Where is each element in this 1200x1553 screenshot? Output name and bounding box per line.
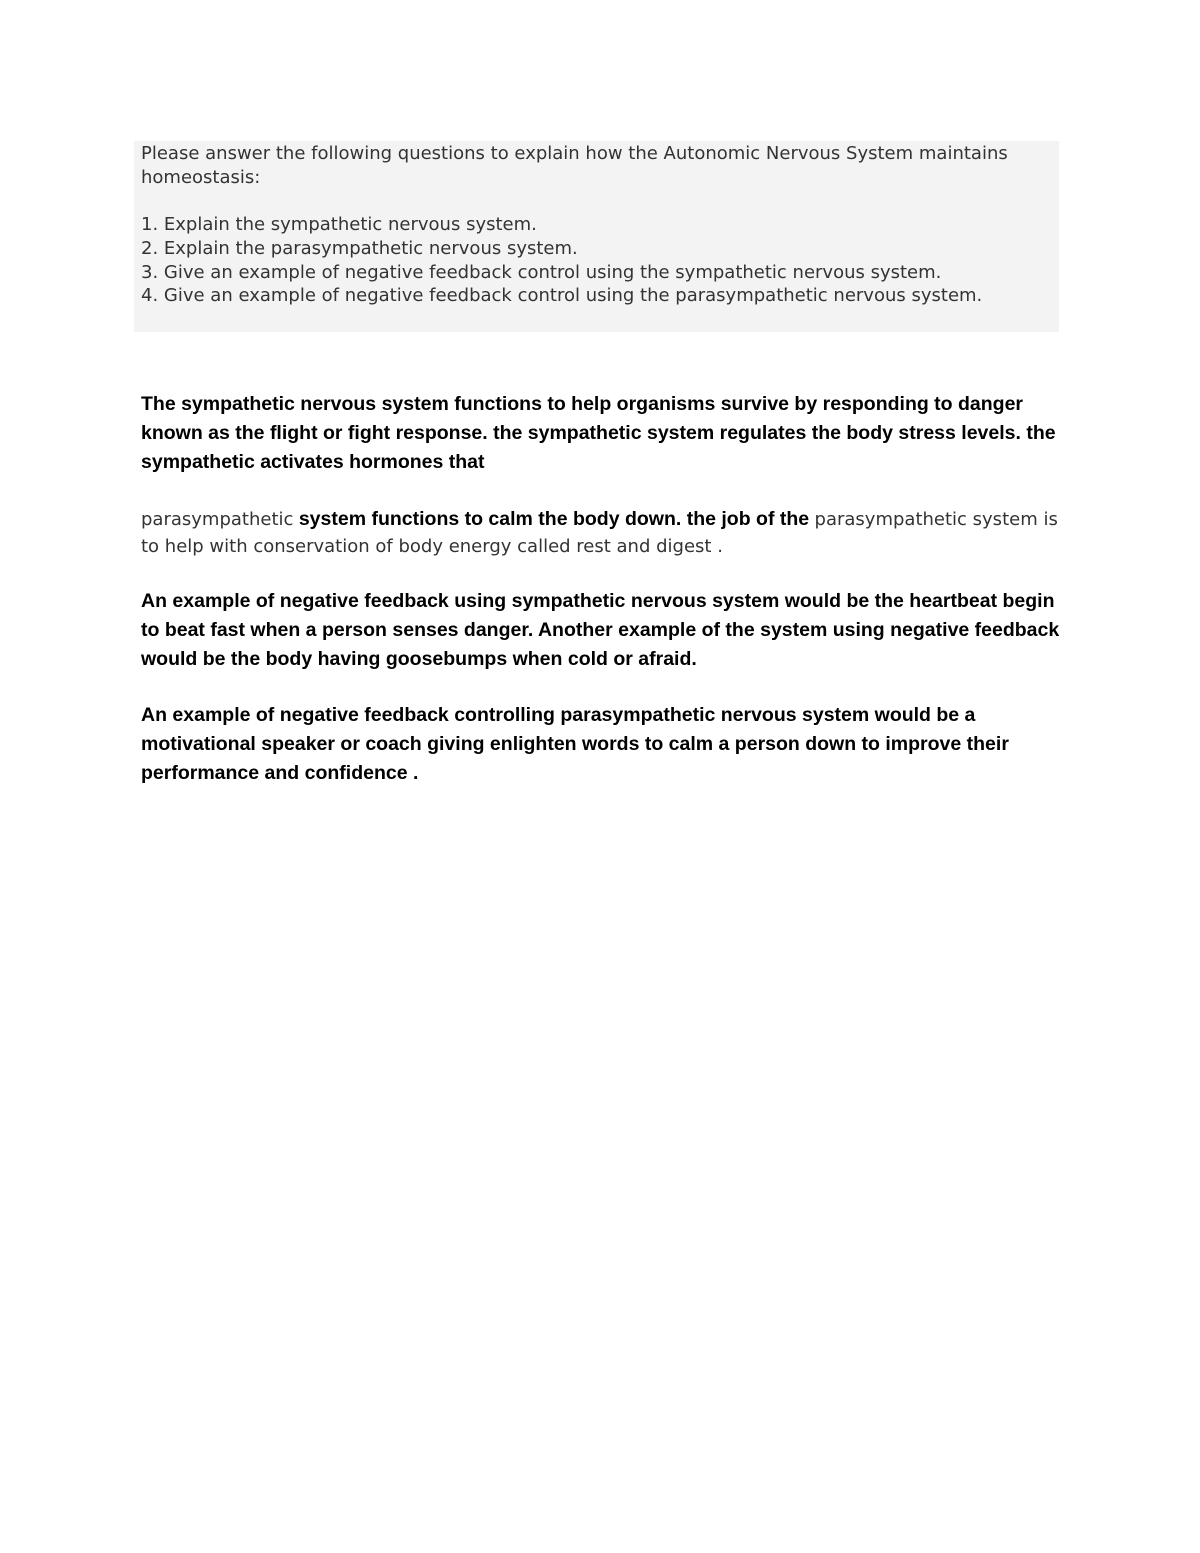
- answer-sympathetic-example: An example of negative feedback using sympathetic nervous system would be the heartbeat begin to beat fast when a person senses danger. Another example of the system using negative feedback would be the body having goosebumps when cold or afraid.: [141, 590, 1060, 670]
- answer-sympathetic: The sympathetic nervous system functions to help organisms survive by responding to danger known as the flight or fight response. the sympathetic system regulates the body stress levels. the sympathetic activates hormones that: [141, 393, 1056, 473]
- prompt-block: [141, 142, 1056, 308]
- question-1: 1. Explain the sympathetic nervous system.: [141, 214, 537, 236]
- question-3: 3. Give an example of negative feedback control using the sympathetic nervous system.: [141, 261, 942, 283]
- question-2: 2. Explain the parasympathetic nervous system.: [141, 237, 578, 259]
- answer-parasympathetic-bold: system functions to calm the body down. the job of the: [293, 508, 815, 530]
- answer-parasympathetic-rest: parasympathetic system is to help with conservation of body energy called rest and digest .: [141, 509, 1058, 557]
- answer-parasympathetic-example: An example of negative feedback controlling parasympathetic nervous system would be a motivational speaker or coach giving enlighten words to calm a person down to improve their performance and confidence .: [141, 704, 1009, 784]
- answer-parasympathetic-term: parasympathetic: [141, 509, 294, 530]
- question-4: 4. Give an example of negative feedback control using the parasympathetic nervous system.: [141, 285, 983, 307]
- answer-parasympathetic: [141, 506, 1071, 560]
- prompt-gap: [141, 189, 1056, 213]
- prompt-intro: Please answer the following questions to explain how the Autonomic Nervous System maintains homeostasis:: [141, 143, 1008, 188]
